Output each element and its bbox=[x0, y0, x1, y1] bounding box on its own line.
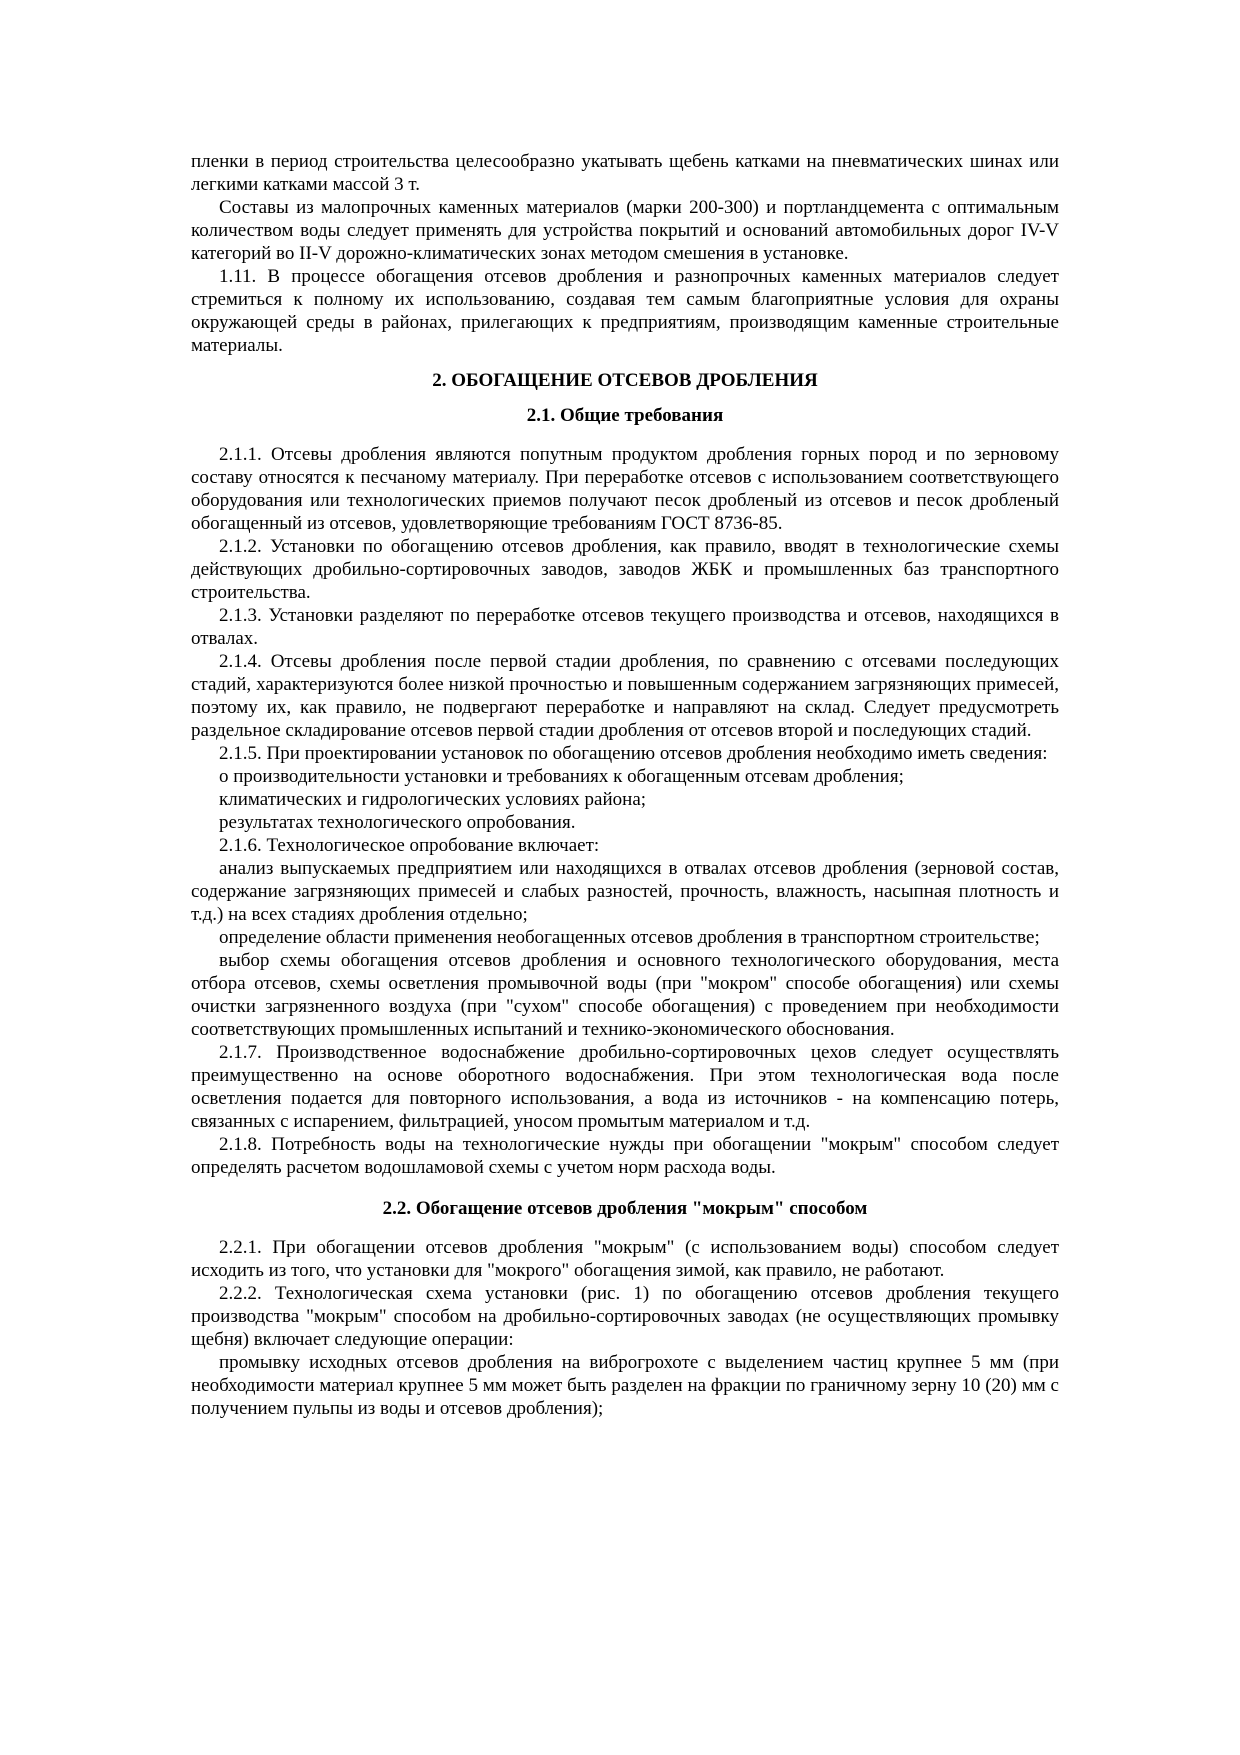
paragraph: 2.1.8. Потребность воды на технологические нужды при обогащении "мокрым" способом следует определять расчетом водошламовой схемы с учетом норм расхода воды. bbox=[191, 1134, 1059, 1178]
paragraph: пленки в период строительства целесообразно укатывать щебень катками на пневматических шинах или легкими катками массой 3 т. bbox=[191, 151, 1059, 195]
paragraph: 2.1.1. Отсевы дробления являются попутным продуктом дробления горных пород и по зерновому составу относятся к песчаному материалу. При переработке отсевов с использованием соответствующего оборудования или технологических приемов получают песок дробленый из отсевов и песок дробленый обогащенный из отсевов, удовлетворяющие требованиям ГОСТ 8736-85. bbox=[191, 444, 1059, 534]
list-item: климатических и гидрологических условиях района; bbox=[219, 789, 647, 810]
list-item: определение области применения необогащенных отсевов дробления в транспортном строительстве; bbox=[219, 927, 1040, 948]
paragraph: 2.1.5. При проектировании установок по обогащению отсевов дробления необходимо иметь сведения: bbox=[219, 743, 1048, 764]
list-item: о производительности установки и требованиях к обогащенным отсевам дробления; bbox=[219, 766, 904, 787]
paragraph: 2.1.6. Технологическое опробование включает: bbox=[219, 835, 600, 856]
subsection-heading: 2.1. Общие требования bbox=[526, 405, 724, 426]
paragraph: 2.2.1. При обогащении отсевов дробления "мокрым" (с использованием воды) способом следует исходить из того, что установки для "мокрого" обогащения зимой, как правило, не работают. bbox=[191, 1237, 1059, 1281]
list-item: анализ выпускаемых предприятием или находящихся в отвалах отсевов дробления (зерновой состав, содержание загрязняющих примесей и слабых разностей, прочность, влажность, насыпная плотность и т.д.) на всех стадиях дробления отдельно; bbox=[191, 858, 1059, 925]
paragraph: 2.1.7. Производственное водоснабжение дробильно-сортировочных цехов следует осуществлять преимущественно на основе оборотного водоснабжения. При этом технологическая вода после осветления подается для повторного использования, а вода из источников - на компенсацию потерь, связанных с испарением, фильтрацией, уносом промытым материалом и т.д. bbox=[191, 1042, 1059, 1132]
paragraph: 1.11. В процессе обогащения отсевов дробления и разнопрочных каменных материалов следует стремиться к полному их использованию, создавая тем самым благоприятные условия для охраны окружающей среды в районах, прилегающих к предприятиям, производящим каменные строительные материалы. bbox=[191, 266, 1059, 356]
paragraph: 2.1.3. Установки разделяют по переработке отсевов текущего производства и отсевов, находящихся в отвалах. bbox=[191, 605, 1059, 649]
subsection-heading: 2.2. Обогащение отсевов дробления "мокрым" способом bbox=[382, 1198, 868, 1219]
paragraph: Составы из малопрочных каменных материалов (марки 200-300) и портландцемента с оптимальным количеством воды следует применять для устройства покрытий и оснований автомобильных дорог IV-V категорий во II-V дорожно-климатических зонах методом смешения в установке. bbox=[191, 197, 1059, 264]
paragraph: 2.1.2. Установки по обогащению отсевов дробления, как правило, вводят в технологические схемы действующих дробильно-сортировочных заводов, заводов ЖБК и промышленных баз транспортного строительства. bbox=[191, 536, 1059, 603]
section-heading: 2. ОБОГАЩЕНИЕ ОТСЕВОВ ДРОБЛЕНИЯ bbox=[432, 370, 818, 391]
list-item: промывку исходных отсевов дробления на виброгрохоте с выделением частиц крупнее 5 мм (при необходимости материал крупнее 5 мм может быть разделен на фракции по граничному зерну 10 (20) мм с получением пульпы из воды и отсевов дробления); bbox=[191, 1352, 1059, 1419]
paragraph: 2.1.4. Отсевы дробления после первой стадии дробления, по сравнению с отсевами последующих стадий, характеризуются более низкой прочностью и повышенным содержанием загрязняющих примесей, поэтому их, как правило, не подвергают переработке и направляют на склад. Следует предусмотреть раздельное складирование отсевов первой стадии дробления от отсевов второй и последующих стадий. bbox=[191, 651, 1059, 741]
list-item: выбор схемы обогащения отсевов дробления и основного технологического оборудования, места отбора отсевов, схемы осветления промывочной воды (при "мокром" способе обогащения) или схемы очистки загрязненного воздуха (при "сухом" способе обогащения) с проведением при необходимости соответствующих промышленных испытаний и технико-экономического обоснования. bbox=[191, 950, 1059, 1040]
paragraph: 2.2.2. Технологическая схема установки (рис. 1) по обогащению отсевов дробления текущего производства "мокрым" способом на дробильно-сортировочных заводах (не осуществляющих промывку щебня) включает следующие операции: bbox=[191, 1283, 1059, 1350]
list-item: результатах технологического опробования. bbox=[219, 812, 576, 833]
document-page bbox=[191, 150, 1059, 1420]
